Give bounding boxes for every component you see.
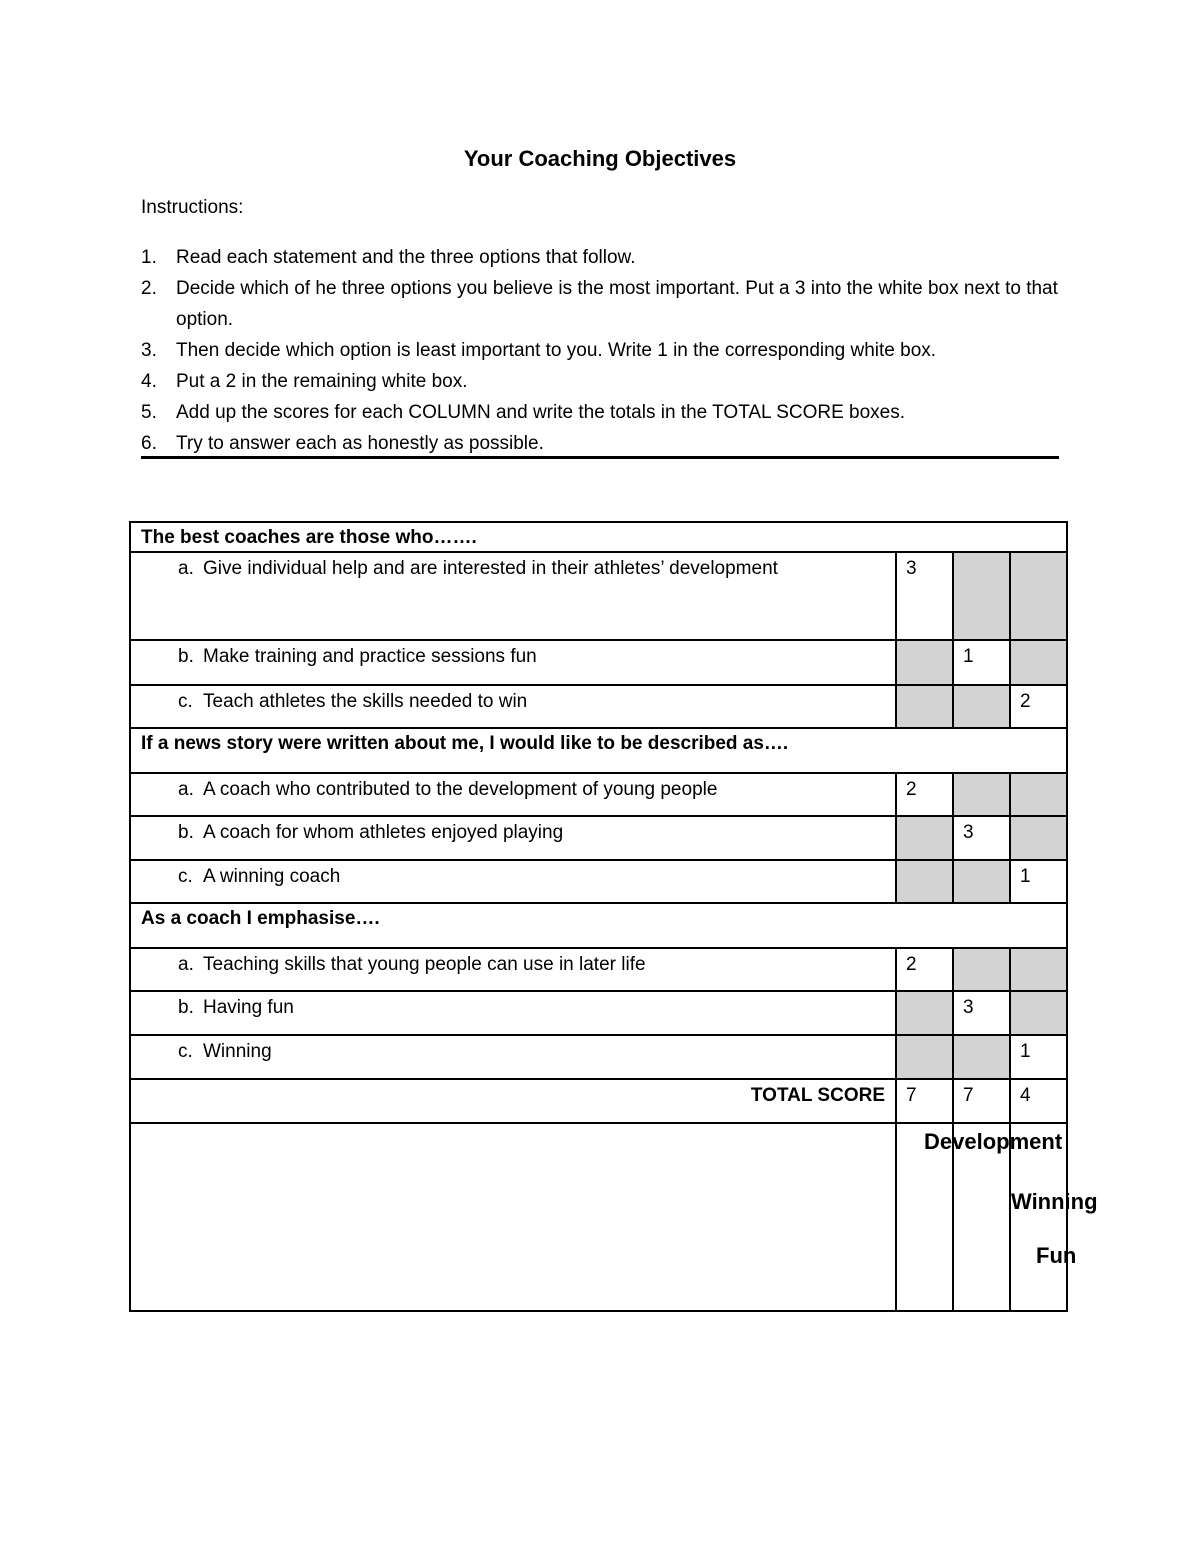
section-heading: If a news story were written about me, I would like to be described as…. — [130, 728, 1067, 773]
score-box[interactable]: 2 — [896, 773, 953, 816]
shaded-box — [953, 552, 1010, 640]
instruction-item — [141, 335, 1059, 366]
category-cell — [1010, 1123, 1077, 1311]
category-row — [130, 1123, 1067, 1311]
section-heading: The best coaches are those who……. — [130, 522, 1067, 552]
option-label — [130, 685, 896, 728]
option-row — [130, 685, 1067, 728]
section-heading-row — [130, 903, 1067, 948]
option-text: Having fun — [203, 997, 294, 1018]
total-score-box[interactable]: 4 — [1010, 1079, 1067, 1123]
score-box[interactable]: 3 — [896, 552, 953, 640]
option-text: Winning — [203, 1041, 272, 1062]
blank-cell — [130, 1123, 896, 1311]
shaded-box — [1010, 948, 1067, 991]
instruction-number: 2. — [141, 278, 157, 299]
shaded-box — [1010, 640, 1067, 685]
option-letter: c. — [178, 866, 193, 887]
option-row — [130, 860, 1067, 903]
score-box[interactable]: 2 — [896, 948, 953, 991]
option-row — [130, 552, 1067, 640]
category-development: Development — [924, 1129, 1063, 1154]
score-box[interactable]: 1 — [1010, 860, 1067, 903]
option-label — [130, 991, 896, 1035]
shaded-box — [953, 685, 1010, 728]
category-winning: Winning — [1011, 1189, 1098, 1214]
shaded-box — [953, 1035, 1010, 1079]
option-letter: a. — [178, 558, 194, 579]
score-box[interactable]: 1 — [953, 640, 1010, 685]
category-fun: Fun — [1036, 1243, 1077, 1268]
score-box[interactable]: 3 — [953, 816, 1010, 860]
instruction-item — [141, 397, 1059, 428]
total-score-label: TOTAL SCORE — [130, 1079, 896, 1123]
option-text: Give individual help and are interested in their athletes’ development — [203, 558, 778, 579]
total-score-box[interactable]: 7 — [953, 1079, 1010, 1123]
option-letter: c. — [178, 691, 193, 712]
instruction-number: 3. — [141, 340, 157, 361]
shaded-box — [896, 991, 953, 1035]
option-row — [130, 773, 1067, 816]
total-score-box[interactable]: 7 — [896, 1079, 953, 1123]
score-box[interactable]: 2 — [1010, 685, 1067, 728]
shaded-box — [1010, 552, 1067, 640]
option-label — [130, 816, 896, 860]
instruction-text: Try to answer each as honestly as possible. — [176, 433, 544, 454]
shaded-box — [953, 773, 1010, 816]
instruction-number: 5. — [141, 402, 157, 423]
shaded-box — [1010, 991, 1067, 1035]
option-label — [130, 552, 896, 640]
instruction-text: Add up the scores for each COLUMN and write the totals in the TOTAL SCORE boxes. — [176, 402, 906, 423]
instruction-text: Put a 2 in the remaining white box. — [176, 371, 468, 392]
shaded-box — [1010, 773, 1067, 816]
option-text: A winning coach — [203, 866, 341, 887]
instruction-text: Read each statement and the three options that follow. — [176, 247, 636, 268]
score-box[interactable]: 3 — [953, 991, 1010, 1035]
option-label — [130, 948, 896, 991]
shaded-box — [953, 948, 1010, 991]
option-letter: a. — [178, 954, 194, 975]
option-letter: a. — [178, 779, 194, 800]
shaded-box — [896, 860, 953, 903]
option-letter: b. — [178, 997, 194, 1018]
shaded-box — [953, 860, 1010, 903]
instruction-number: 4. — [141, 371, 157, 392]
section-heading-row — [130, 728, 1067, 773]
option-letter: b. — [178, 646, 194, 667]
option-row — [130, 1035, 1067, 1079]
page-title: Your Coaching Objectives — [463, 146, 737, 171]
option-label — [130, 773, 896, 816]
shaded-box — [896, 640, 953, 685]
option-row — [130, 948, 1067, 991]
option-label — [130, 640, 896, 685]
option-row — [130, 816, 1067, 860]
option-text: Teaching skills that young people can use in later life — [203, 954, 646, 975]
horizontal-rule — [141, 456, 1059, 459]
section-heading: As a coach I emphasise…. — [130, 903, 1067, 948]
instruction-text: Decide which of he three options you believe is the most important. Put a 3 into the white box next to that option. — [176, 278, 1058, 330]
option-letter: b. — [178, 822, 194, 843]
instruction-item — [141, 242, 1059, 273]
shaded-box — [896, 685, 953, 728]
score-box[interactable]: 1 — [1010, 1035, 1067, 1079]
instruction-item — [141, 428, 1059, 459]
option-label — [130, 1035, 896, 1079]
option-text: Make training and practice sessions fun — [203, 646, 537, 667]
instruction-number: 6. — [141, 433, 157, 454]
option-letter: c. — [178, 1041, 193, 1062]
instruction-number: 1. — [141, 247, 157, 268]
option-row — [130, 640, 1067, 685]
instructions-list — [141, 242, 1059, 459]
shaded-box — [896, 1035, 953, 1079]
shaded-box — [896, 816, 953, 860]
option-text: A coach who contributed to the development of young people — [203, 779, 718, 800]
shaded-box — [1010, 816, 1067, 860]
section-heading-row — [130, 522, 1067, 552]
option-text: Teach athletes the skills needed to win — [203, 691, 528, 712]
option-row — [130, 991, 1067, 1035]
total-row — [130, 1079, 1067, 1123]
option-text: A coach for whom athletes enjoyed playing — [203, 822, 564, 843]
instruction-text: Then decide which option is least important to you. Write 1 in the corresponding white box. — [176, 340, 937, 361]
instruction-item — [141, 273, 1059, 335]
objectives-table — [129, 521, 1098, 1312]
option-label — [130, 860, 896, 903]
instruction-item — [141, 366, 1059, 397]
instructions-label: Instructions: — [141, 197, 244, 218]
